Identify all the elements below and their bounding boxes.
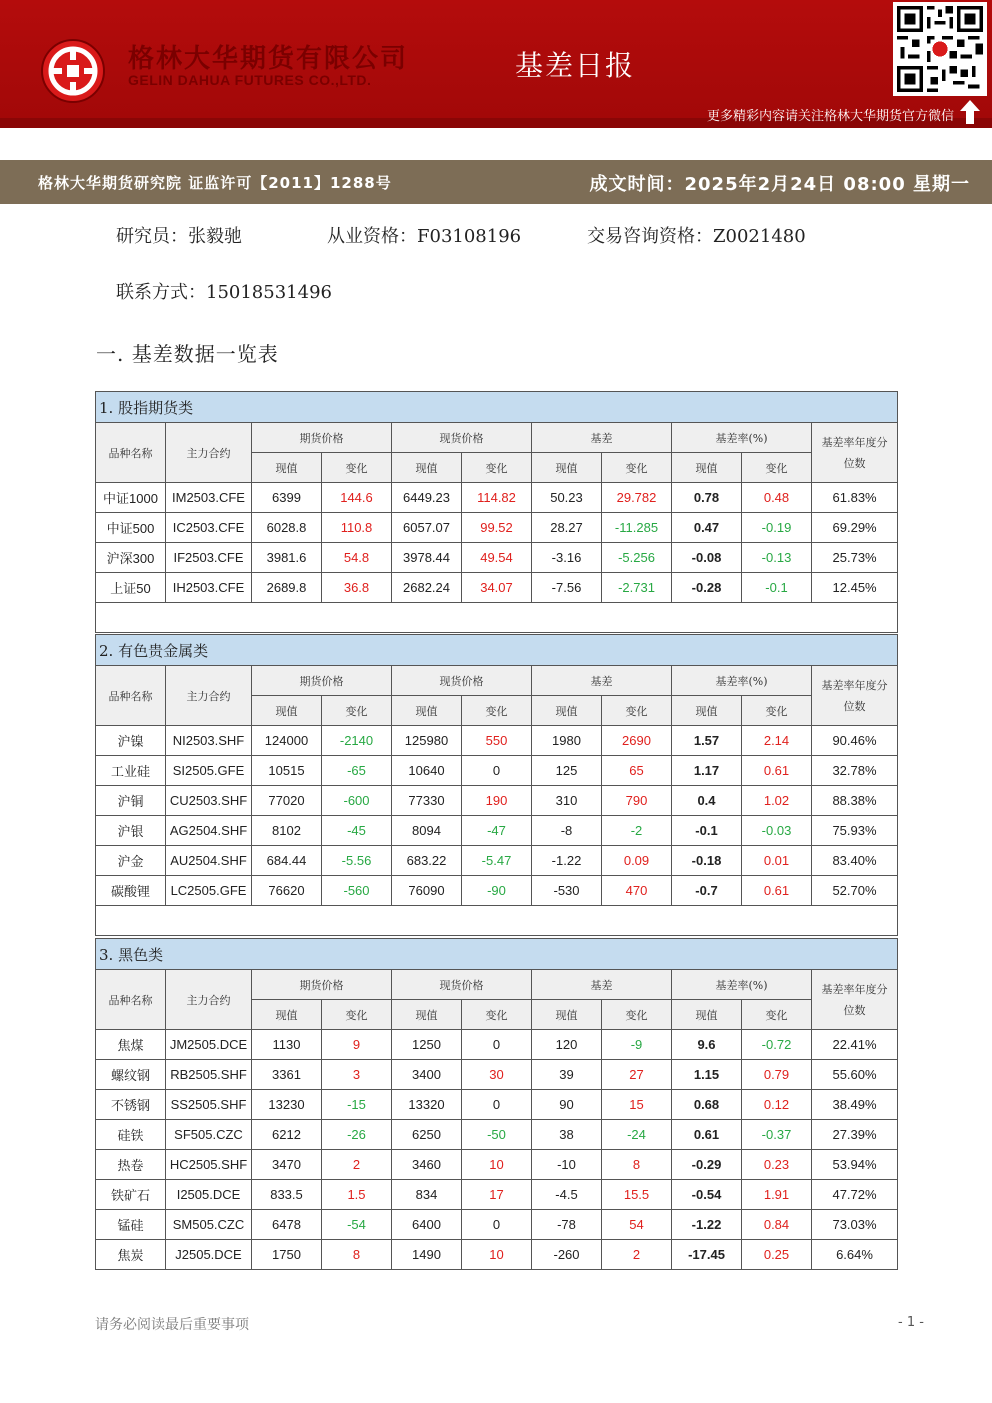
header-change: 变化 [602,453,672,483]
basis-value: 120 [532,1030,602,1060]
variety-name: 热卷 [96,1150,166,1180]
researcher-consult-license: 交易咨询资格：Z0021480 [587,226,806,247]
variety-name: 中证500 [96,513,166,543]
basis-rate-change: 0.25 [742,1240,812,1270]
basis-value: -3.16 [532,543,602,573]
table-row [96,1090,898,1120]
header-row [96,423,898,453]
header-change: 变化 [462,453,532,483]
basis-rate-percentile: 27.39% [812,1120,898,1150]
basis-rate-percentile: 88.38% [812,786,898,816]
futures-change: -45 [322,816,392,846]
header-percentile: 基差率年度分位数 [812,423,898,483]
header-basis-rate: 基差率(%) [672,423,812,453]
variety-name: 上证50 [96,573,166,603]
contract-code: LC2505.GFE [166,876,252,906]
spot-price: 8094 [392,816,462,846]
spot-change: 190 [462,786,532,816]
spot-change: -47 [462,816,532,846]
basis-rate-change: 0.01 [742,846,812,876]
header-variety: 品种名称 [96,970,166,1030]
basis-change: 470 [602,876,672,906]
basis-rate: 0.47 [672,513,742,543]
table-row [96,786,898,816]
basis-rate: 0.78 [672,483,742,513]
futures-change: 8 [322,1240,392,1270]
table-row [96,1150,898,1180]
contract-code: SI2505.GFE [166,756,252,786]
spot-price: 3460 [392,1150,462,1180]
basis-rate-change: 0.23 [742,1150,812,1180]
futures-price: 1750 [252,1240,322,1270]
basis-rate-change: -0.03 [742,816,812,846]
variety-name: 螺纹钢 [96,1060,166,1090]
category-title: 3. 黑色类 [96,939,898,970]
basis-change: 790 [602,786,672,816]
header-current: 现值 [252,453,322,483]
basis-change: 54 [602,1210,672,1240]
company-name-cn: 格林大华期货有限公司 [128,44,409,74]
basis-rate-change: -0.37 [742,1120,812,1150]
header-variety: 品种名称 [96,666,166,726]
header-change: 变化 [742,696,812,726]
table-row [96,513,898,543]
basis-value: 50.23 [532,483,602,513]
basis-rate: -0.54 [672,1180,742,1210]
futures-price: 124000 [252,726,322,756]
variety-name: 硅铁 [96,1120,166,1150]
header-basis: 基差 [532,666,672,696]
futures-price: 77020 [252,786,322,816]
header-change: 变化 [322,453,392,483]
basis-rate: 0.61 [672,1120,742,1150]
spot-price: 3400 [392,1060,462,1090]
basis-value: -78 [532,1210,602,1240]
variety-name: 沪银 [96,816,166,846]
basis-rate: 0.68 [672,1090,742,1120]
spot-change: 0 [462,1090,532,1120]
header-contract: 主力合约 [166,423,252,483]
spot-change: -50 [462,1120,532,1150]
category-row [96,635,898,666]
basis-value: 39 [532,1060,602,1090]
table-row [96,726,898,756]
basis-rate: -17.45 [672,1240,742,1270]
basis-value: -4.5 [532,1180,602,1210]
researcher-contact: 联系方式：15018531496 [116,282,332,303]
basis-rate-change: 0.84 [742,1210,812,1240]
header-percentile: 基差率年度分位数 [812,666,898,726]
table-row [96,1120,898,1150]
basis-change: 8 [602,1150,672,1180]
researcher-name: 研究员：张毅驰 [116,226,242,247]
futures-price: 6028.8 [252,513,322,543]
table-row [96,1030,898,1060]
variety-name: 锰硅 [96,1210,166,1240]
basis-change: -5.256 [602,543,672,573]
report-datetime: 成文时间：2025年2月24日 08:00 星期一 [589,174,970,195]
basis-rate: -1.22 [672,1210,742,1240]
contract-code: SF505.CZC [166,1120,252,1150]
arrow-up-icon [960,100,980,124]
futures-price: 13230 [252,1090,322,1120]
basis-rate-percentile: 47.72% [812,1180,898,1210]
basis-rate-percentile: 75.93% [812,816,898,846]
disclaimer-note: 请务必阅读最后重要事项 [95,1317,249,1333]
futures-price: 684.44 [252,846,322,876]
futures-change: 2 [322,1150,392,1180]
header-spot-price: 现货价格 [392,666,532,696]
basis-value: 310 [532,786,602,816]
basis-rate-percentile: 61.83% [812,483,898,513]
spot-change: 17 [462,1180,532,1210]
basis-rate: 1.57 [672,726,742,756]
futures-price: 3981.6 [252,543,322,573]
table-row [96,483,898,513]
basis-rate-change: 0.48 [742,483,812,513]
header-current: 现值 [252,1000,322,1030]
futures-change: -26 [322,1120,392,1150]
basis-change: 29.782 [602,483,672,513]
basis-change: 15 [602,1090,672,1120]
basis-change: 15.5 [602,1180,672,1210]
header-current: 现值 [532,453,602,483]
basis-change: 27 [602,1060,672,1090]
basis-value: 1980 [532,726,602,756]
header-futures-price: 期货价格 [252,666,392,696]
contract-code: NI2503.SHF [166,726,252,756]
header-basis-rate: 基差率(%) [672,970,812,1000]
contract-code: I2505.DCE [166,1180,252,1210]
basis-rate: -0.1 [672,816,742,846]
contract-code: IF2503.CFE [166,543,252,573]
spacer-row [96,906,898,936]
contract-code: J2505.DCE [166,1240,252,1270]
spot-change: -90 [462,876,532,906]
variety-name: 铁矿石 [96,1180,166,1210]
basis-value: -10 [532,1150,602,1180]
category-title: 1. 股指期货类 [96,392,898,423]
basis-rate-percentile: 52.70% [812,876,898,906]
basis-rate-percentile: 55.60% [812,1060,898,1090]
variety-name: 沪金 [96,846,166,876]
futures-price: 8102 [252,816,322,846]
spot-price: 125980 [392,726,462,756]
researcher-qualification: 从业资格：F03108196 [327,226,522,247]
spot-price: 77330 [392,786,462,816]
header-current: 现值 [672,696,742,726]
spot-price: 834 [392,1180,462,1210]
basis-rate: 0.4 [672,786,742,816]
spot-change: 114.82 [462,483,532,513]
futures-change: -560 [322,876,392,906]
category-row [96,939,898,970]
contract-code: SM505.CZC [166,1210,252,1240]
variety-name: 沪镍 [96,726,166,756]
spot-change: 0 [462,1210,532,1240]
spot-price: 6449.23 [392,483,462,513]
futures-price: 6399 [252,483,322,513]
futures-change: -65 [322,756,392,786]
page-number: - 1 - [898,1315,924,1330]
spot-price: 1250 [392,1030,462,1060]
basis-rate: 9.6 [672,1030,742,1060]
basis-rate-change: -0.19 [742,513,812,543]
contract-code: IC2503.CFE [166,513,252,543]
basis-value: 28.27 [532,513,602,543]
table-row [96,1060,898,1090]
contract-code: AG2504.SHF [166,816,252,846]
table-row [96,876,898,906]
header-current: 现值 [532,1000,602,1030]
futures-change: 3 [322,1060,392,1090]
basis-rate: -0.29 [672,1150,742,1180]
basis-change: -2 [602,816,672,846]
spot-change: 550 [462,726,532,756]
futures-price: 3470 [252,1150,322,1180]
header-basis: 基差 [532,423,672,453]
variety-name: 焦煤 [96,1030,166,1060]
header-change: 变化 [602,1000,672,1030]
basis-rate-change: 0.12 [742,1090,812,1120]
futures-price: 76620 [252,876,322,906]
basis-rate: -0.08 [672,543,742,573]
basis-table-ferrous [95,938,898,1270]
spot-change: 0 [462,1030,532,1060]
spot-change: 10 [462,1240,532,1270]
category-row [96,392,898,423]
category-title: 2. 有色贵金属类 [96,635,898,666]
basis-rate-percentile: 38.49% [812,1090,898,1120]
basis-rate-percentile: 22.41% [812,1030,898,1060]
basis-value: -8 [532,816,602,846]
header-current: 现值 [672,453,742,483]
header-futures-price: 期货价格 [252,423,392,453]
header-current: 现值 [532,696,602,726]
header-current: 现值 [392,453,462,483]
spot-change: 49.54 [462,543,532,573]
header-percentile: 基差率年度分位数 [812,970,898,1030]
basis-value: -1.22 [532,846,602,876]
futures-change: 110.8 [322,513,392,543]
qr-code-icon[interactable] [893,2,987,96]
futures-change: 54.8 [322,543,392,573]
basis-change: 65 [602,756,672,786]
basis-value: -530 [532,876,602,906]
header-change: 变化 [322,696,392,726]
header-contract: 主力合约 [166,666,252,726]
basis-value: -260 [532,1240,602,1270]
variety-name: 沪深300 [96,543,166,573]
futures-price: 10515 [252,756,322,786]
basis-table-index-futures [95,391,898,633]
contract-code: CU2503.SHF [166,786,252,816]
futures-change: -600 [322,786,392,816]
basis-rate-percentile: 73.03% [812,1210,898,1240]
basis-rate: 1.17 [672,756,742,786]
header-change: 变化 [322,1000,392,1030]
contract-code: SS2505.SHF [166,1090,252,1120]
spot-price: 10640 [392,756,462,786]
spot-price: 13320 [392,1090,462,1120]
institute-license: 格林大华期货研究院 证监许可【2011】1288号 [38,174,392,192]
basis-change: -24 [602,1120,672,1150]
spot-change: 10 [462,1150,532,1180]
futures-change: -5.56 [322,846,392,876]
table-row [96,573,898,603]
basis-change: 2690 [602,726,672,756]
basis-rate-percentile: 32.78% [812,756,898,786]
basis-change: -9 [602,1030,672,1060]
basis-change: -11.285 [602,513,672,543]
futures-change: 9 [322,1030,392,1060]
table-row [96,543,898,573]
table-row [96,1210,898,1240]
futures-price: 833.5 [252,1180,322,1210]
follow-wechat-text: 更多精彩内容请关注格林大华期货官方微信 [706,109,954,124]
header-change: 变化 [742,453,812,483]
header-contract: 主力合约 [166,970,252,1030]
header-change: 变化 [602,696,672,726]
table-row [96,1240,898,1270]
report-title: 基差日报 [515,49,636,82]
spot-price: 2682.24 [392,573,462,603]
basis-rate-percentile: 90.46% [812,726,898,756]
futures-change: 144.6 [322,483,392,513]
basis-rate-change: -0.1 [742,573,812,603]
basis-rate: -0.28 [672,573,742,603]
futures-change: -2140 [322,726,392,756]
contract-code: HC2505.SHF [166,1150,252,1180]
basis-rate-change: -0.13 [742,543,812,573]
info-bar [0,160,992,204]
company-name-en: GELIN DAHUA FUTURES CO.,LTD. [128,72,372,88]
spot-price: 683.22 [392,846,462,876]
table-row [96,816,898,846]
spot-change: 0 [462,756,532,786]
company-logo-icon [40,38,106,104]
header-futures-price: 期货价格 [252,970,392,1000]
header-row [96,970,898,1000]
header-current: 现值 [252,696,322,726]
spot-change: -5.47 [462,846,532,876]
variety-name: 中证1000 [96,483,166,513]
contract-code: IM2503.CFE [166,483,252,513]
variety-name: 沪铜 [96,786,166,816]
spot-price: 6250 [392,1120,462,1150]
header-current: 现值 [672,1000,742,1030]
table-row [96,756,898,786]
spot-change: 30 [462,1060,532,1090]
header-spot-price: 现货价格 [392,970,532,1000]
spot-price: 76090 [392,876,462,906]
header-current: 现值 [392,1000,462,1030]
spot-change: 99.52 [462,513,532,543]
variety-name: 碳酸锂 [96,876,166,906]
basis-value: -7.56 [532,573,602,603]
header-current: 现值 [392,696,462,726]
basis-rate-percentile: 53.94% [812,1150,898,1180]
spot-price: 3978.44 [392,543,462,573]
table-row [96,1180,898,1210]
contract-code: RB2505.SHF [166,1060,252,1090]
basis-rate-change: 0.61 [742,876,812,906]
futures-price: 2689.8 [252,573,322,603]
header-variety: 品种名称 [96,423,166,483]
header-basis: 基差 [532,970,672,1000]
header-basis-rate: 基差率(%) [672,666,812,696]
basis-rate-change: 1.02 [742,786,812,816]
spacer-cell [96,906,898,936]
variety-name: 工业硅 [96,756,166,786]
basis-rate-percentile: 69.29% [812,513,898,543]
futures-change: -15 [322,1090,392,1120]
futures-price: 6478 [252,1210,322,1240]
basis-rate-change: 1.91 [742,1180,812,1210]
basis-change: 2 [602,1240,672,1270]
basis-change: -2.731 [602,573,672,603]
basis-rate-percentile: 6.64% [812,1240,898,1270]
basis-rate-change: 0.61 [742,756,812,786]
basis-rate: -0.18 [672,846,742,876]
spacer-cell [96,603,898,633]
contract-code: IH2503.CFE [166,573,252,603]
variety-name: 焦炭 [96,1240,166,1270]
basis-value: 90 [532,1090,602,1120]
section-title: 一. 基差数据一览表 [96,342,279,366]
futures-price: 6212 [252,1120,322,1150]
basis-rate-percentile: 83.40% [812,846,898,876]
futures-change: 1.5 [322,1180,392,1210]
basis-rate-change: 2.14 [742,726,812,756]
basis-value: 125 [532,756,602,786]
spot-price: 1490 [392,1240,462,1270]
basis-rate: -0.7 [672,876,742,906]
basis-value: 38 [532,1120,602,1150]
spot-change: 34.07 [462,573,532,603]
header-change: 变化 [462,1000,532,1030]
spot-price: 6400 [392,1210,462,1240]
contract-code: AU2504.SHF [166,846,252,876]
basis-change: 0.09 [602,846,672,876]
basis-rate-change: -0.72 [742,1030,812,1060]
basis-table-nonferrous [95,634,898,936]
futures-price: 3361 [252,1060,322,1090]
basis-rate-percentile: 12.45% [812,573,898,603]
basis-rate-percentile: 25.73% [812,543,898,573]
header-change: 变化 [742,1000,812,1030]
contract-code: JM2505.DCE [166,1030,252,1060]
header-spot-price: 现货价格 [392,423,532,453]
table-row [96,846,898,876]
spot-price: 6057.07 [392,513,462,543]
spacer-row [96,603,898,633]
futures-price: 1130 [252,1030,322,1060]
variety-name: 不锈钢 [96,1090,166,1120]
basis-rate: 1.15 [672,1060,742,1090]
header-change: 变化 [462,696,532,726]
futures-change: 36.8 [322,573,392,603]
header-row [96,666,898,696]
futures-change: -54 [322,1210,392,1240]
basis-rate-change: 0.79 [742,1060,812,1090]
